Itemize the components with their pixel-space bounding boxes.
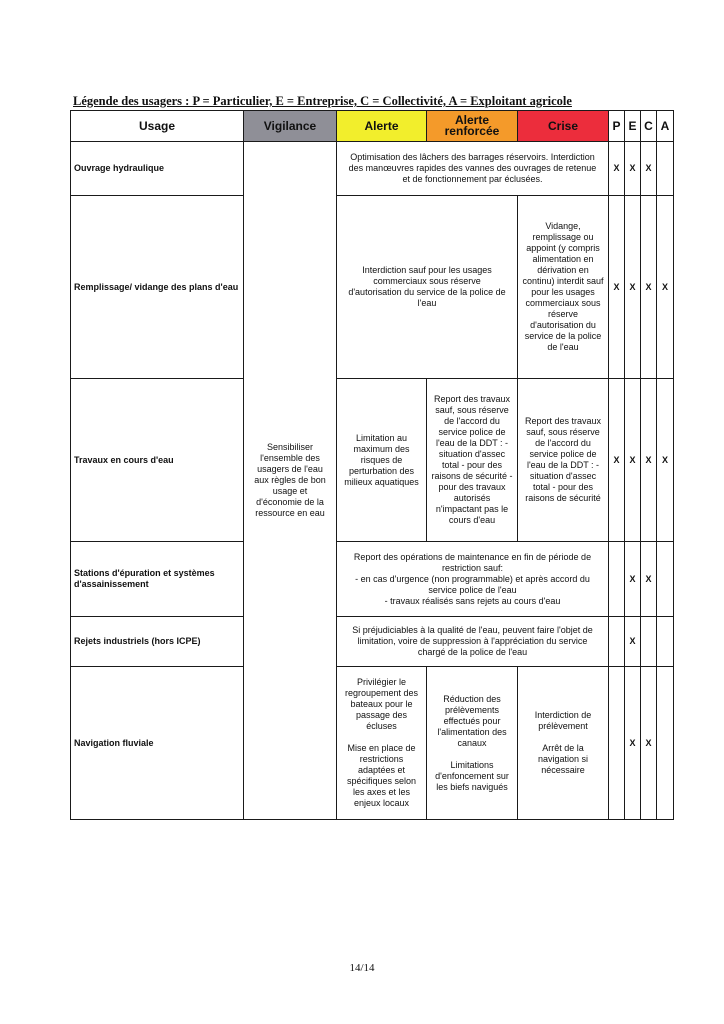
header-vigilance: Vigilance (244, 111, 337, 142)
measure-cell: Si préjudiciables à la qualité de l'eau, peuvent faire l'objet de limitation, voire de suppression à l'appréciation du service chargé de la police de l'eau (337, 617, 609, 667)
flag-p: X (609, 196, 625, 379)
table-row (71, 542, 674, 617)
measure-cell-alerte: Interdiction sauf pour les usages commerciaux sous réserve d'autorisation du service de la police de l'eau (337, 196, 518, 379)
measure-cell-alerte: Limitation au maximum des risques de perturbation des milieux aquatiques (337, 379, 427, 542)
measure-paragraph: Réduction des prélèvements effectués pour l'alimentation des canaux (437, 693, 507, 748)
measure-paragraph: Interdiction de prélèvement (534, 710, 592, 731)
measure-line: - travaux réalisés sans rejets au cours d'eau (384, 595, 561, 606)
flag-c: X (641, 542, 657, 617)
measure-cell-alerte-renforcee: Report des travaux sauf, sous réserve de l'accord du service police de l'eau de la DDT : - situation d'assec total - pour des raisons de sécurité - pour des travaux autorisés n'impactant pas le cours d'eau (427, 379, 518, 542)
flag-p: X (609, 379, 625, 542)
measure-cell-alerte (337, 667, 427, 820)
flag-p (609, 667, 625, 820)
flag-a (657, 667, 674, 820)
measure-cell-crise: Vidange, remplissage ou appoint (y compris alimentation en dérivation en continu) interdit sauf pour les usages commerciaux sous réserve d'autorisation du service de la police de l'eau (518, 196, 609, 379)
measure-paragraph: Arrêt de la navigation si nécessaire (537, 743, 589, 775)
measure-cell (337, 542, 609, 617)
header-row (71, 111, 674, 142)
measure-paragraph: Privilégier le regroupement des bateaux pour le passage des écluses (344, 677, 419, 731)
vigilance-cell (244, 142, 337, 820)
measure-paragraph: Mise en place de restrictions adaptées et spécifiques selon les axes et les enjeux locaux (346, 743, 417, 808)
flag-e: X (625, 142, 641, 196)
flag-a (657, 542, 674, 617)
header-p: P (609, 111, 625, 142)
flag-a (657, 617, 674, 667)
flag-p: X (609, 142, 625, 196)
usage-cell: Stations d'épuration et systèmes d'assainissement (71, 542, 244, 617)
measure-cell-crise (518, 667, 609, 820)
flag-c: X (641, 379, 657, 542)
table-row (71, 142, 674, 196)
header-c: C (641, 111, 657, 142)
measure-cell-alerte-renforcee (427, 667, 518, 820)
table-row (71, 196, 674, 379)
measure-cell-crise: Report des travaux sauf, sous réserve de l'accord du service police de l'eau de la DDT : - situation d'assec total - pour des raisons de sécurité (518, 379, 609, 542)
flag-c: X (641, 142, 657, 196)
header-e: E (625, 111, 641, 142)
vigilance-text: Sensibiliser l'ensemble des usagers de l'eau aux règles de bon usage et d'économie de la ressource en eau (254, 442, 326, 518)
usage-cell: Remplissage/ vidange des plans d'eau (71, 196, 244, 379)
legend-line: Légende des usagers : P = Particulier, E = Entreprise, C = Collectivité, A = Exploitant agricole (73, 94, 572, 108)
flag-a: X (657, 196, 674, 379)
table-row (71, 379, 674, 542)
measure-paragraph: Limitations d'enfoncement sur les biefs navigués (435, 759, 509, 792)
flag-e: X (625, 617, 641, 667)
flag-e: X (625, 379, 641, 542)
header-a: A (657, 111, 674, 142)
flag-p (609, 542, 625, 617)
flag-p (609, 617, 625, 667)
header-alerte: Alerte (337, 111, 427, 142)
flag-c (641, 617, 657, 667)
usage-cell: Travaux en cours d'eau (71, 379, 244, 542)
page-number: 14/14 (349, 962, 375, 974)
flag-e: X (625, 542, 641, 617)
table-row (71, 617, 674, 667)
measure-cell: Optimisation des lâchers des barrages réservoirs. Interdiction des manœuvres rapides des vannes des ouvrages de retenue et de fonctionnement par éclusées. (337, 142, 609, 196)
table-row (71, 667, 674, 820)
flag-a: X (657, 379, 674, 542)
restrictions-table (70, 110, 674, 820)
usage-cell: Ouvrage hydraulique (71, 142, 244, 196)
header-crise: Crise (518, 111, 609, 142)
flag-c: X (641, 196, 657, 379)
flag-a (657, 142, 674, 196)
header-usage: Usage (71, 111, 244, 142)
flag-c: X (641, 667, 657, 820)
measure-line: - en cas d'urgence (non programmable) et après accord du service police de l'eau (355, 573, 590, 595)
usage-cell: Rejets industriels (hors ICPE) (71, 617, 244, 667)
measure-line: Report des opérations de maintenance en fin de période de restriction sauf: (353, 551, 592, 573)
flag-e: X (625, 196, 641, 379)
usage-cell: Navigation fluviale (71, 667, 244, 820)
header-alerte-renforcee: Alerte renforcée (427, 111, 518, 142)
flag-e: X (625, 667, 641, 820)
